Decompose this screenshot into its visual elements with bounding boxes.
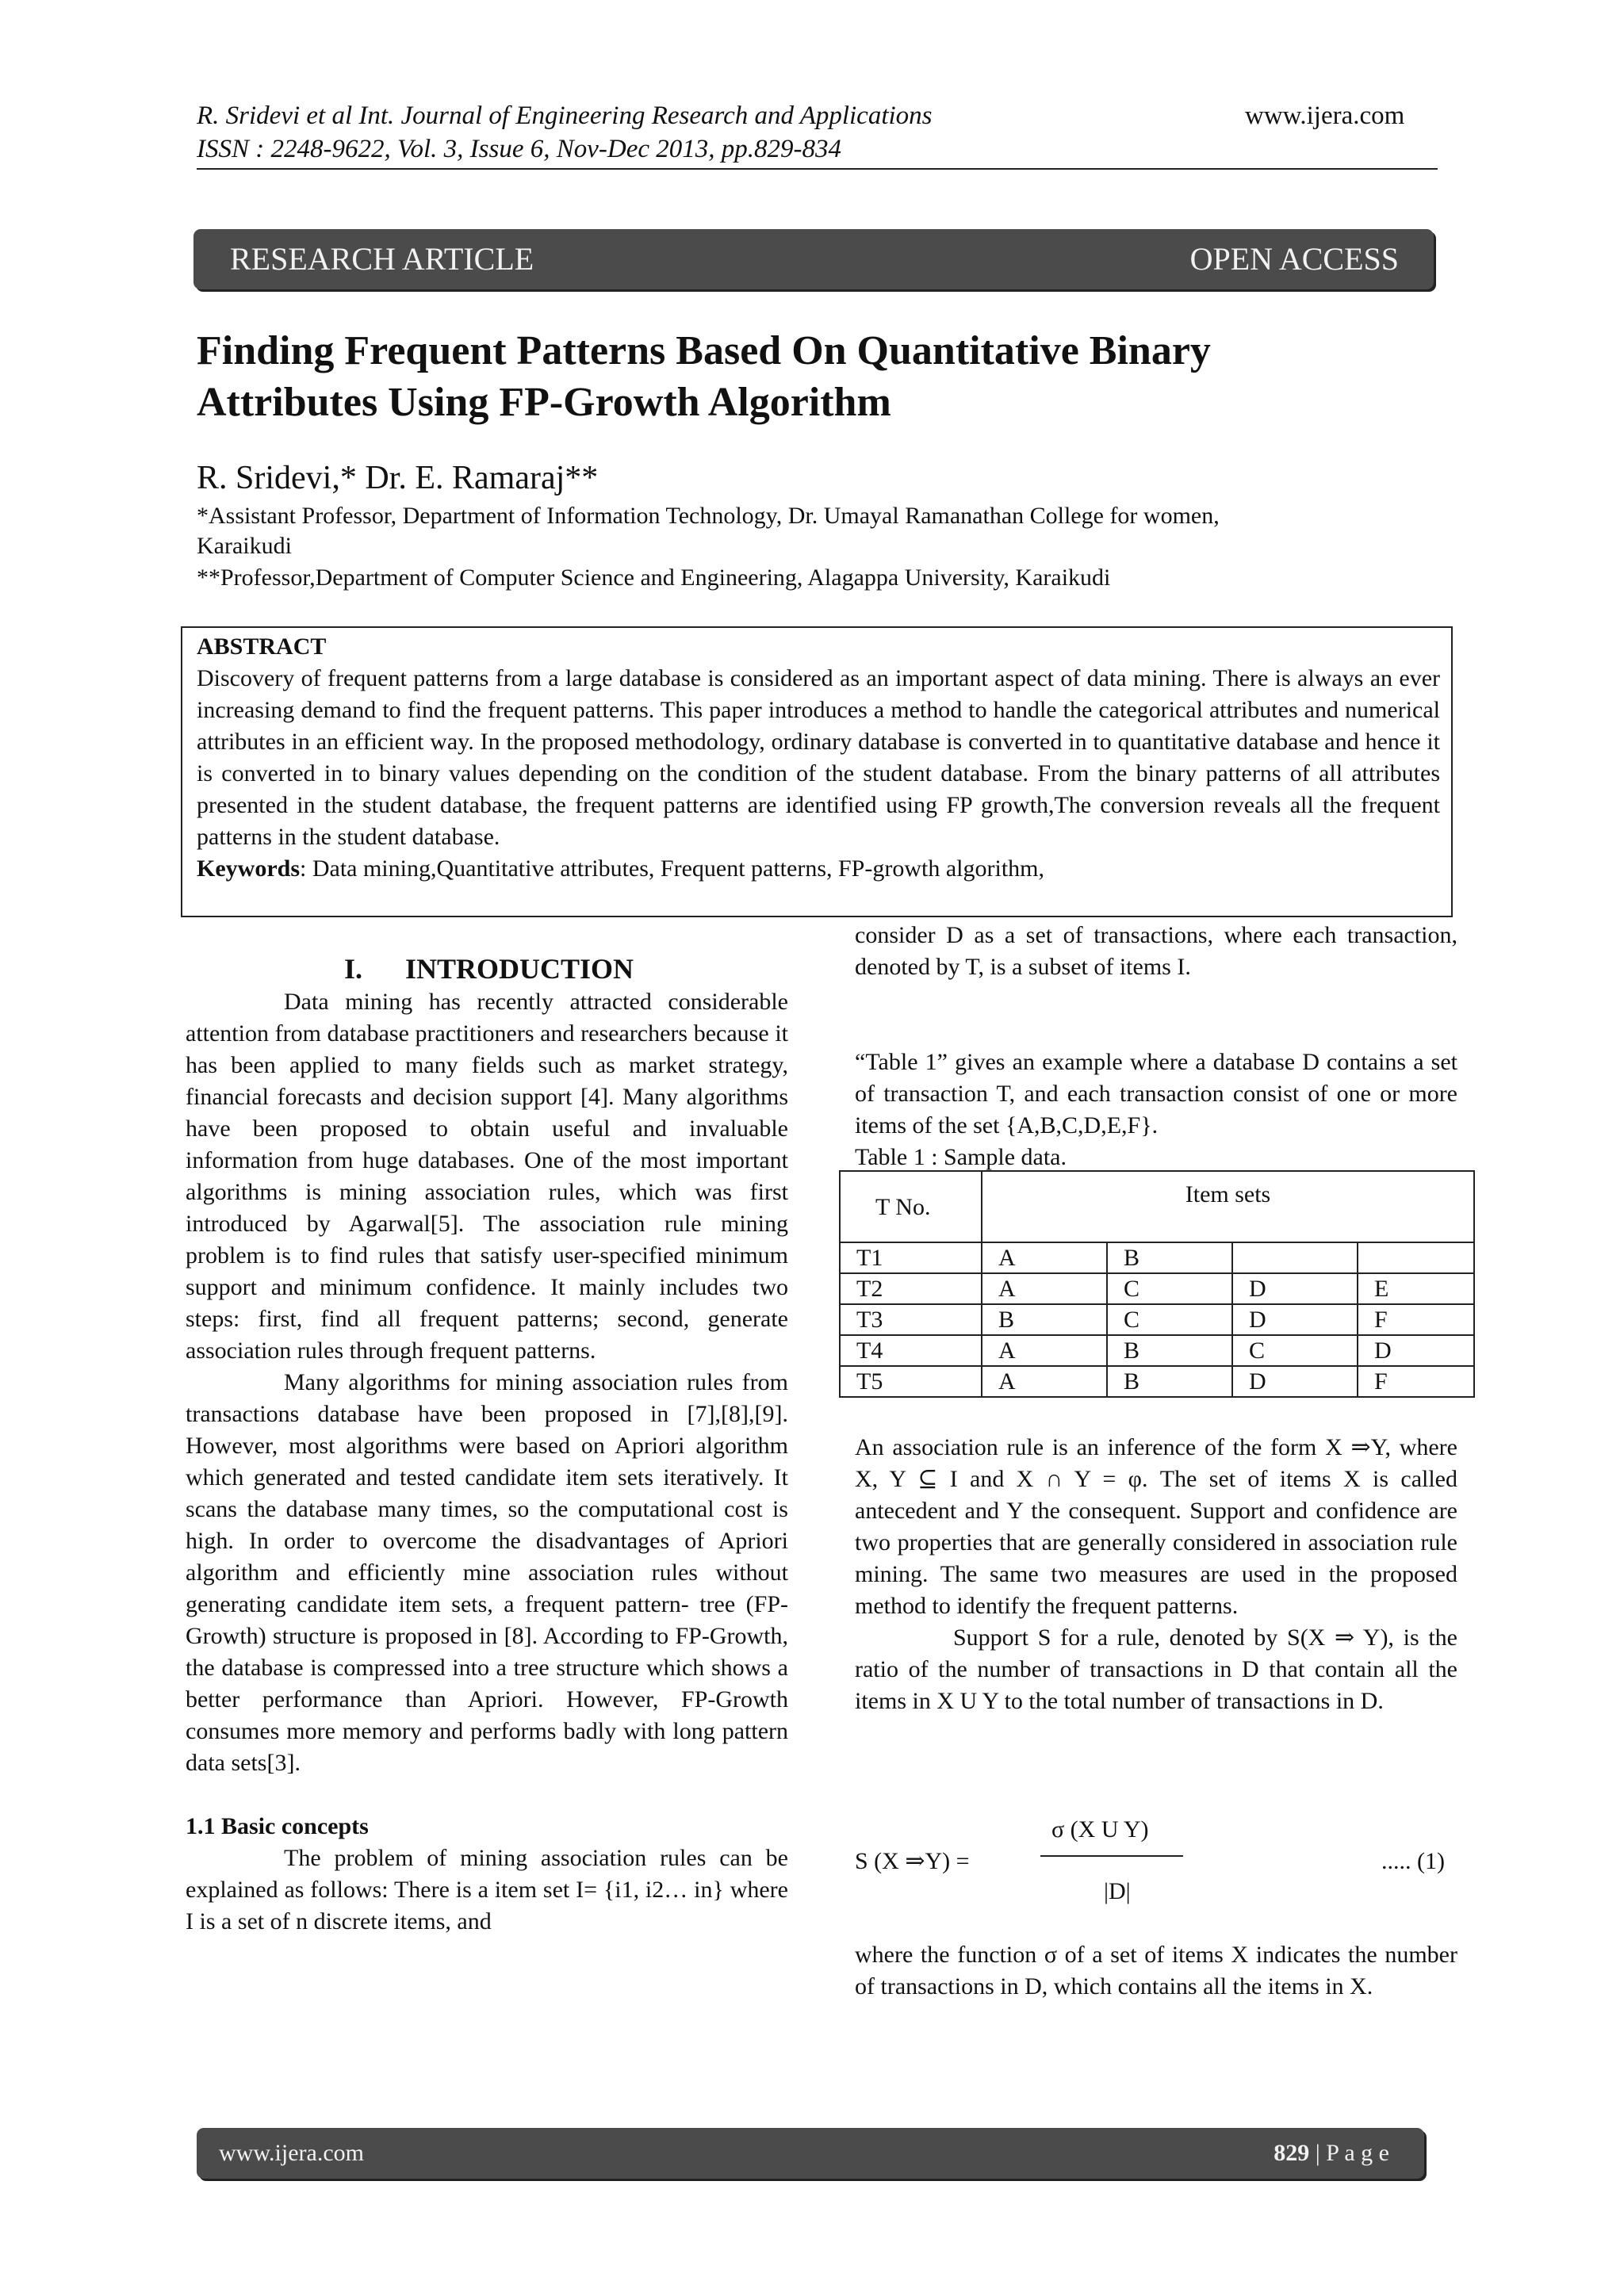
table-cell: D — [1232, 1304, 1358, 1335]
table-row — [840, 1242, 1474, 1273]
table-cell: D — [1358, 1335, 1474, 1366]
table-row — [840, 1335, 1474, 1366]
table-cell: C — [1232, 1335, 1358, 1366]
table-cell: T1 — [840, 1242, 982, 1273]
header-website[interactable]: www.ijera.com — [1245, 101, 1405, 130]
table-cell: A — [982, 1366, 1107, 1397]
page-footer — [197, 2128, 1424, 2179]
page-number: 829 — [1274, 2140, 1310, 2166]
journal-line: R. Sridevi et al Int. Journal of Engineering Research and Applications — [197, 101, 933, 130]
header-t-no: T No. — [840, 1171, 982, 1242]
research-article-label: RESEARCH ARTICLE — [230, 241, 534, 277]
table-cell: B — [982, 1304, 1107, 1335]
table-cell: A — [982, 1242, 1107, 1273]
affiliation-2: **Professor,Department of Computer Science and Engineering, Alagappa University, Karaikudi — [197, 564, 1111, 591]
keywords-label: Keywords — [197, 855, 300, 882]
basic-concepts-heading: 1.1 Basic concepts — [186, 1813, 369, 1839]
authors: R. Sridevi,* Dr. E. Ramaraj** — [197, 460, 599, 496]
table-cell: C — [1107, 1273, 1232, 1304]
table-caption: Table 1 : Sample data. — [855, 1144, 1067, 1170]
affiliation-1-line-1: *Assistant Professor, Department of Information Technology, Dr. Umayal Ramanathan College for women, — [197, 503, 1220, 529]
table-row — [840, 1304, 1474, 1335]
keywords-list: : Data mining,Quantitative attributes, Frequent patterns, FP-growth algorithm, — [300, 855, 1044, 882]
right-paragraph-5: where the function σ of a set of items X indicates the number of transactions in D, which contains all the items in X. — [855, 1942, 1457, 1999]
table-cell: E — [1358, 1273, 1474, 1304]
intro-paragraph-3: The problem of mining association rules can be explained as follows: There is a item set I= {i1, i2… in} where I is a set of n discrete items, and — [186, 1845, 788, 1934]
page-indicator — [1274, 2139, 1389, 2168]
table-cell — [1232, 1242, 1358, 1273]
table-header-row — [840, 1171, 1474, 1242]
intro-paragraph-2: Many algorithms for mining association rules from transactions database have been proposed in [7],[8],[9]. However, most algorithms were based on Apriori algorithm which generated and tested candidate item sets iteratively. It scans the database many times, so the computational cost is high. In order to overcome the disadvantages of Apriori algorithm and efficiently mine association rules without generating candidate item sets, a frequent pattern- tree (FP-Growth) structure is proposed in [8]. According to FP-Growth, the database is compressed into a tree structure which shows a better performance than Apriori. However, FP-Growth consumes more memory and performs badly with long pattern data sets[3]. — [186, 1369, 788, 1776]
right-paragraph-1: consider D as a set of transactions, where each transaction, denoted by T, is a subset of items I. — [855, 922, 1457, 980]
table-cell: B — [1107, 1242, 1232, 1273]
abstract-text: Discovery of frequent patterns from a large database is considered as an important aspect of data mining. There is always an ever increasing demand to find the frequent patterns. This paper introduces a method to handle the categorical attributes and numerical attributes in an efficient way. In the proposed methodology, ordinary database is converted in to quantitative database and hence it is converted in to binary values depending on the condition of the student database. From the binary patterns of all attributes presented in the student database, the frequent patterns are identified using FP growth,The conversion reveals all the frequent patterns in the student database. — [197, 665, 1440, 850]
formula-numerator: σ (X U Y) — [1051, 1816, 1149, 1843]
fraction-bar — [1040, 1855, 1183, 1857]
table-cell: B — [1107, 1335, 1232, 1366]
right-column — [855, 920, 1457, 1173]
title-line-2: Attributes Using FP-Growth Algorithm — [197, 380, 891, 425]
header-item-sets: Item sets — [982, 1171, 1474, 1242]
table-cell: B — [1107, 1366, 1232, 1397]
right-paragraph-3: An association rule is an inference of the form X ⇒Y, where X, Y ⊆ I and X ∩ Y = φ. The set of items X is called antecedent and Y the consequent. Support and confidence are two properties that are generally considered in association rule mining. The same two measures are used in the proposed method to identify the frequent patterns. — [855, 1434, 1457, 1619]
footer-website[interactable]: www.ijera.com — [219, 2140, 364, 2166]
table-cell: D — [1232, 1273, 1358, 1304]
page-label: | P a g e — [1309, 2140, 1389, 2166]
right-paragraph-4: Support S for a rule, denoted by S(X ⇒ Y), is the ratio of the number of transactions in D that contain all the items in X U Y to the total number of transactions in D. — [855, 1624, 1457, 1714]
left-column — [186, 951, 788, 1938]
table-1 — [839, 1170, 1475, 1398]
table-row — [840, 1273, 1474, 1304]
table-cell — [1358, 1242, 1474, 1273]
abstract — [197, 631, 1440, 885]
table-cell: F — [1358, 1304, 1474, 1335]
table-cell: F — [1358, 1366, 1474, 1397]
table-cell: A — [982, 1273, 1107, 1304]
table-cell: T5 — [840, 1366, 982, 1397]
table-cell: T4 — [840, 1335, 982, 1366]
table-row — [840, 1366, 1474, 1397]
article-type-banner — [193, 229, 1434, 289]
formula-denominator: |D| — [1104, 1878, 1131, 1904]
intro-paragraph-1: Data mining has recently attracted considerable attention from database practitioners and researchers because it has been applied to many fields such as market strategy, financial forecasts and decision support [4]. Many algorithms have been proposed to obtain useful and invaluable information from huge databases. One of the most important algorithms is mining association rules, which was first introduced by Agarwal[5]. The association rule mining problem is to find rules that satisfy user-specified minimum support and minimum confidence. It mainly includes two steps: first, find all frequent patterns; second, generate association rules through frequent patterns. — [186, 989, 788, 1364]
table-cell: D — [1232, 1366, 1358, 1397]
title-line-1: Finding Frequent Patterns Based On Quantitative Binary — [197, 328, 1211, 373]
issn-line: ISSN : 2248-9622, Vol. 3, Issue 6, Nov-Dec 2013, pp.829-834 — [197, 135, 841, 163]
abstract-heading: ABSTRACT — [197, 633, 327, 660]
table-cell: T3 — [840, 1304, 982, 1335]
affiliation-1-line-2: Karaikudi — [197, 533, 292, 559]
right-paragraph-2: “Table 1” gives an example where a database D contains a set of transaction T, and each transaction consist of one or more items of the set {A,B,C,D,E,F}. — [855, 1049, 1457, 1138]
table-cell: C — [1107, 1304, 1232, 1335]
formula-lhs: S (X ⇒Y) = — [855, 1848, 970, 1874]
table-cell: A — [982, 1335, 1107, 1366]
right-column-continued — [855, 1432, 1457, 1717]
header-rule — [197, 168, 1438, 170]
paper-title — [197, 325, 1434, 428]
equation-number: ..... (1) — [1381, 1848, 1445, 1874]
table-cell: T2 — [840, 1273, 982, 1304]
introduction-heading: I. INTRODUCTION — [344, 953, 634, 985]
keywords — [197, 853, 1440, 885]
open-access-label: OPEN ACCESS — [1189, 241, 1399, 277]
